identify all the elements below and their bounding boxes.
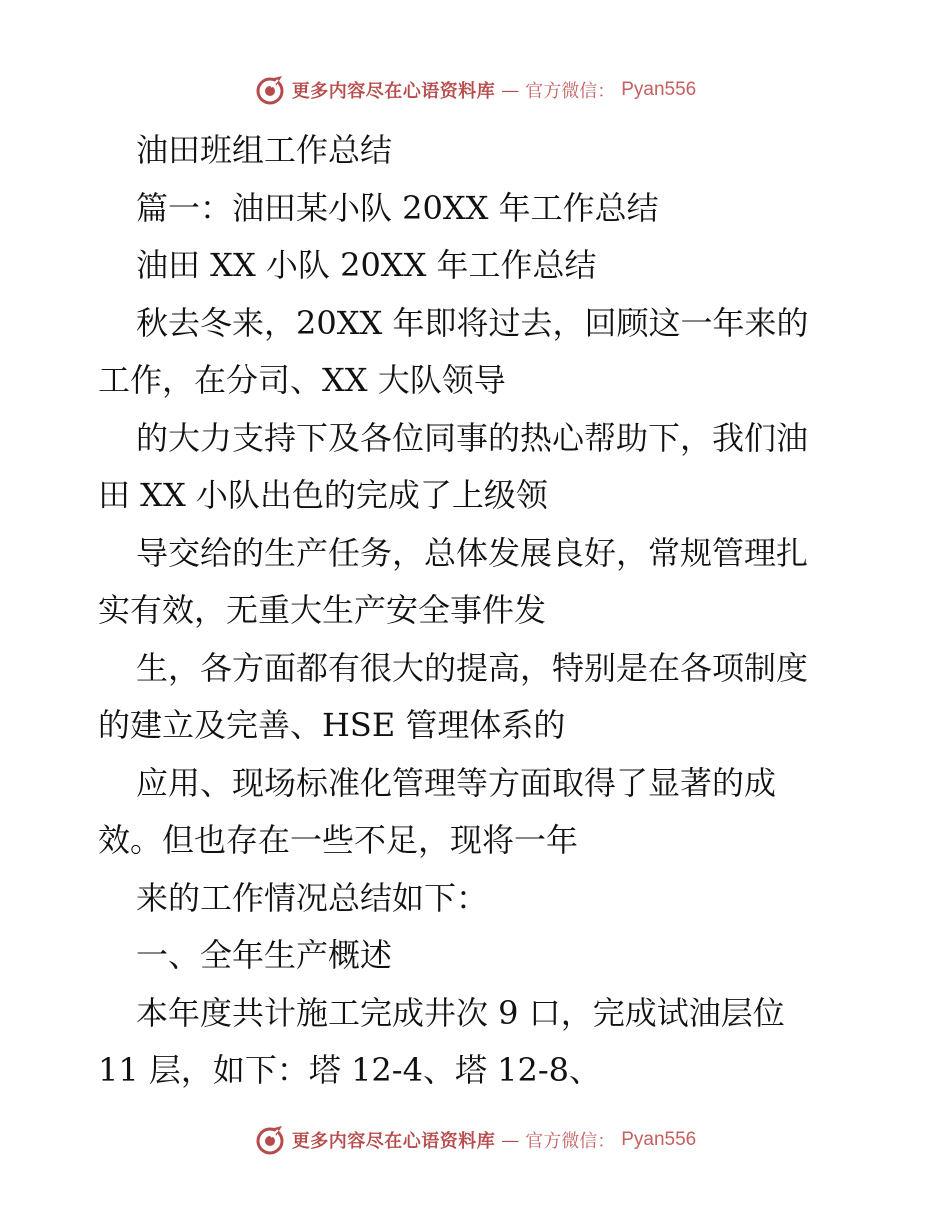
paragraph-line: 导交给的生产任务，总体发展良好，常规管理扎 <box>136 533 809 572</box>
paragraph-line: 工作，在分司、XX 大队领导 <box>98 361 506 399</box>
footer-wechat-id: Pyan556 <box>621 1129 697 1150</box>
paragraph-line: 的建立及完善、HSE 管理体系的 <box>98 706 566 744</box>
paragraph-line: 11 层，如下：塔 12-4、塔 12-8、 <box>98 1051 602 1089</box>
paragraph-line: 田 XX 小队出色的完成了上级领 <box>98 476 548 514</box>
paragraph-line: 油田班组工作总结 <box>136 131 393 169</box>
paragraph-line: 的大力支持下及各位同事的热心帮助下，我们油 <box>136 418 809 457</box>
quill-circle-logo <box>254 74 286 106</box>
document-body <box>98 122 858 1100</box>
footer-site-text: 更多内容尽在心语资料库 <box>291 1131 496 1152</box>
quill-circle-logo <box>254 1124 286 1156</box>
header-site-text: 更多内容尽在心语资料库 <box>291 81 496 102</box>
paragraph-line: 应用、现场标准化管理等方面取得了显著的成 <box>136 763 777 802</box>
paragraph-line: 一、全年生产概述 <box>136 936 393 974</box>
paragraph-line: 油田 XX 小队 20XX 年工作总结 <box>136 246 597 284</box>
paragraph-line: 秋去冬来，20XX 年即将过去，回顾这一年来的 <box>136 303 809 342</box>
paragraph-line: 生，各方面都有很大的提高，特别是在各项制度 <box>136 648 809 687</box>
header-banner <box>0 70 950 110</box>
paragraph-line: 效。但也存在一些不足，现将一年 <box>98 821 579 859</box>
footer-banner <box>0 1120 950 1160</box>
paragraph-line: 篇一：油田某小队 20XX 年工作总结 <box>136 188 659 227</box>
header-separator: — <box>501 79 520 101</box>
header-wechat-id: Pyan556 <box>621 79 697 100</box>
footer-separator: — <box>501 1129 520 1151</box>
paragraph-line: 本年度共计施工完成井次 9 口，完成试油层位 <box>136 993 785 1032</box>
footer-wechat-label: 官方微信： <box>525 1131 616 1152</box>
header-wechat-label: 官方微信： <box>525 81 616 102</box>
paragraph-line: 来的工作情况总结如下： <box>136 878 489 917</box>
paragraph-line: 实有效，无重大生产安全事件发 <box>98 591 547 629</box>
